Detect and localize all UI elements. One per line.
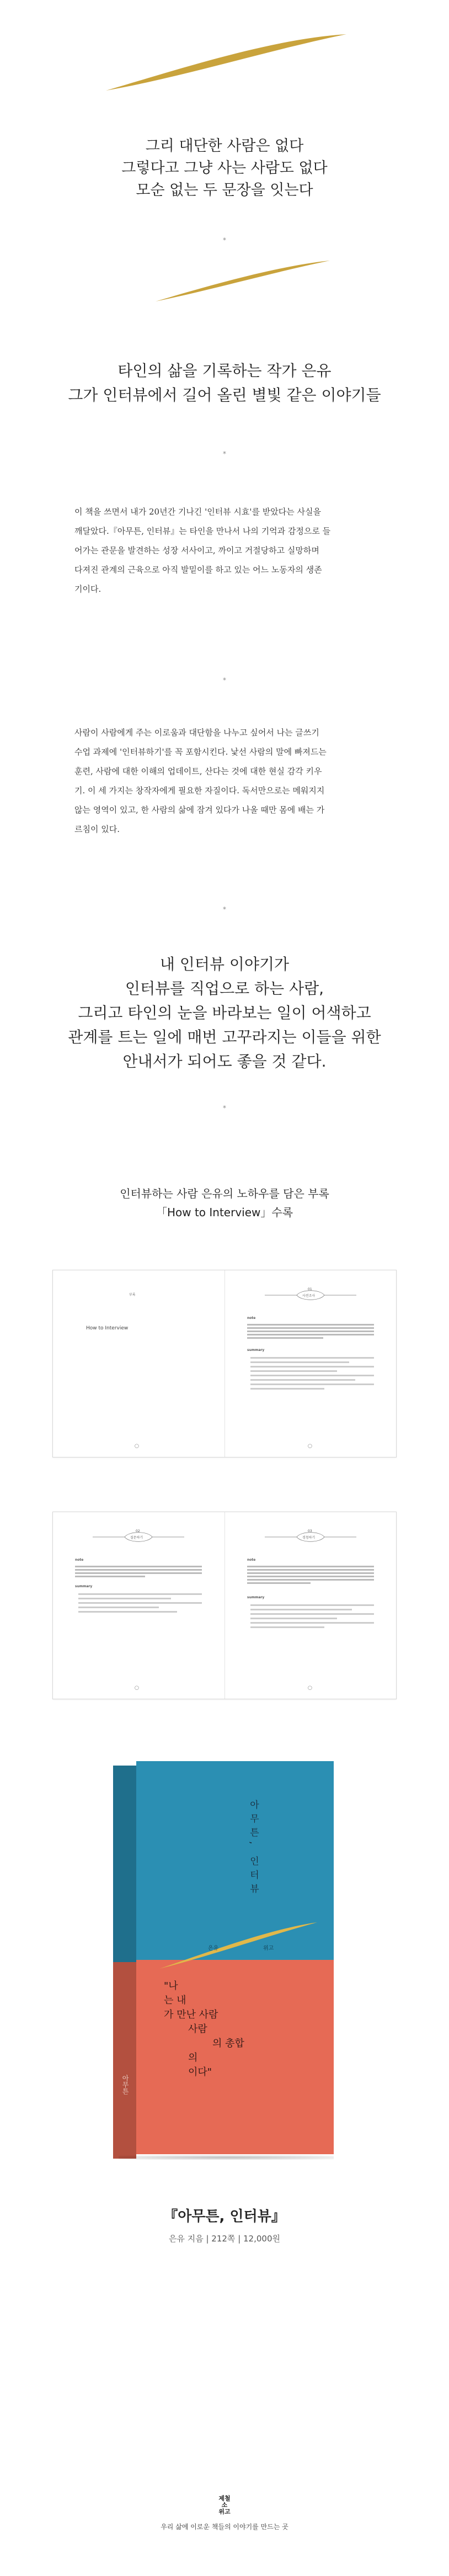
summary-list [78, 1591, 202, 1615]
ornament-star: * [223, 905, 226, 913]
note-label: note [75, 1558, 84, 1562]
intro-quote-line: 그렇다고 그냥 사는 사람도 없다 [121, 160, 328, 177]
book-title: 『아무튼, 인터뷰』 [163, 2208, 286, 2225]
footer [0, 2495, 449, 2532]
paragraph-line: 깨달았다.『아무튼, 인터뷰』는 타인을 만나서 나의 기억과 감정으로 들 [74, 526, 331, 536]
paragraph-line: 이 책을 쓰면서 내가 20년간 기나긴 '인터뷰 시효'를 받았다는 사실을 [74, 507, 321, 517]
intro-quote-line: 모순 없는 두 문장을 잇는다 [136, 182, 313, 199]
paragraph-line: 기. 이 세 가지는 창작자에게 필요한 자질이다. 독서만으로는 메워지지 [74, 786, 325, 796]
book-spread-2 [52, 1512, 397, 1699]
paragraph-line: 기이다. [74, 584, 101, 594]
highlight-line: 그리고 타인의 눈을 바라보는 일이 어색하고 [78, 1004, 371, 1022]
publisher-logo [218, 2495, 230, 2515]
cover-quote-line: 의 총합 [212, 2038, 244, 2049]
paragraph-1 [74, 502, 383, 599]
cover-quote-line: 가 만난 사람 [164, 2009, 218, 2021]
cover-brushstroke [158, 1921, 318, 1971]
appendix-ornament: 부록 [129, 1293, 136, 1297]
note-label: note [247, 1316, 256, 1320]
note-text-block [247, 1564, 374, 1586]
ornament-star: * [223, 236, 226, 244]
cover-publisher: 위고 [263, 1946, 274, 1952]
subtitle [0, 359, 449, 407]
cover-quote-line: 사람 [188, 2023, 207, 2035]
subtitle-line: 타인의 삶을 기록하는 작가 은유 [117, 362, 332, 380]
chapter-title: 사전조사 [302, 1294, 316, 1298]
spread-left-page [53, 1512, 225, 1699]
page-number-mark: ◯ [308, 1444, 312, 1448]
note-text-block [247, 1322, 374, 1340]
cover-front [136, 1761, 334, 2154]
note-label: note [247, 1558, 256, 1562]
paragraph-line: 않는 영역이 있고, 한 사람의 삶에 잠겨 있다가 나올 때만 몸에 배는 가 [74, 805, 325, 815]
book-meta: 은유 지음 | 212쪽 | 12,000원 [168, 2234, 280, 2244]
paragraph-line: 사람이 사람에게 주는 이로움과 대단함을 나누고 싶어서 나는 글쓰기 [74, 728, 319, 738]
note-text-block [75, 1564, 202, 1579]
chapter-number: 01 [308, 1287, 312, 1291]
gold-brushstroke-2 [154, 259, 331, 304]
cover-quote-line: 의 [188, 2052, 198, 2064]
cover-author: 은유 [208, 1946, 219, 1952]
paragraph-line: 어가는 관문을 발견하는 성장 서사이고, 까이고 거절당하고 실망하며 [74, 545, 319, 555]
chapter-number: 03 [308, 1529, 312, 1533]
appendix-line: 인터뷰하는 사람 은유의 노하우를 담은 부록 [120, 1187, 329, 1200]
gold-brushstroke-1 [105, 33, 348, 94]
cover-title-vertical: 아무튼, 인터뷰 [248, 1800, 259, 1897]
summary-label: summary [247, 1596, 265, 1599]
chapter-title: 질문하기 [130, 1536, 143, 1540]
subtitle-line: 그가 인터뷰에서 길어 올린 별빛 같은 이야기들 [68, 386, 381, 404]
book-spread-1 [52, 1270, 397, 1457]
page-number-mark: ◯ [308, 1685, 312, 1690]
highlight-line: 내 인터뷰 이야기가 [159, 955, 290, 973]
cover-quote-line: 이다" [188, 2066, 212, 2078]
spread-right-page [225, 1270, 397, 1457]
ornament-star: * [223, 676, 226, 684]
paragraph-line: 다져진 관계의 근육으로 아직 발밑이를 하고 있는 어느 노동자의 생존 [74, 565, 322, 575]
publisher-tagline: 우리 삶에 이로운 책들의 이야기를 만드는 곳 [161, 2523, 288, 2531]
paragraph-line: 훈련, 사람에 대한 이해의 업데이트, 산다는 것에 대한 현실 감각 키우 [74, 766, 322, 776]
book-info [0, 2206, 449, 2246]
ornament-star: * [223, 1104, 226, 1112]
intro-quote-line: 그리 대단한 사람은 없다 [145, 137, 304, 155]
summary-list [250, 1354, 374, 1392]
spread-right-page [225, 1512, 397, 1699]
appendix-heading [0, 1184, 449, 1222]
paragraph-2 [74, 723, 383, 839]
intro-quote [0, 135, 449, 202]
summary-list [250, 1602, 374, 1631]
paragraph-line: 수업 과제에 '인터뷰하기'를 꼭 포함시킨다. 낯선 사람의 말에 빠져드는 [74, 747, 327, 757]
book-cover [113, 1761, 334, 2159]
logo-line: 위고 [218, 2508, 231, 2515]
spread-left-page [53, 1270, 225, 1457]
page-number-mark: ◯ [135, 1444, 139, 1448]
logo-line: 소 [221, 2501, 228, 2509]
appendix-line: 「How to Interview」수록 [156, 1206, 293, 1219]
appendix-page-title: How to Interview [86, 1326, 129, 1331]
chapter-number: 02 [136, 1529, 140, 1533]
summary-label: summary [75, 1584, 93, 1588]
highlight-quote [0, 952, 449, 1074]
highlight-line: 인터뷰를 직업으로 하는 사람, [125, 979, 324, 998]
highlight-line: 관계를 트는 일에 매번 고꾸라지는 이들을 위한 [68, 1028, 381, 1046]
paragraph-line: 르침이 있다. [74, 824, 120, 834]
chapter-title: 경청하기 [302, 1536, 316, 1540]
book-shadow [119, 2155, 334, 2160]
cover-quote [164, 1979, 307, 2080]
page-number-mark: ◯ [135, 1685, 139, 1690]
cover-quote-line: 는 내 [164, 1995, 186, 2006]
logo-line: 제철 [218, 2495, 231, 2502]
spine-title: 아무튼 [121, 2075, 129, 2095]
summary-label: summary [247, 1348, 265, 1352]
cover-quote-line: "나 [164, 1980, 178, 1992]
book-spine [113, 1766, 136, 2159]
highlight-line: 안내서가 되어도 좋을 것 같다. [122, 1052, 327, 1070]
ornament-star: * [223, 450, 226, 458]
